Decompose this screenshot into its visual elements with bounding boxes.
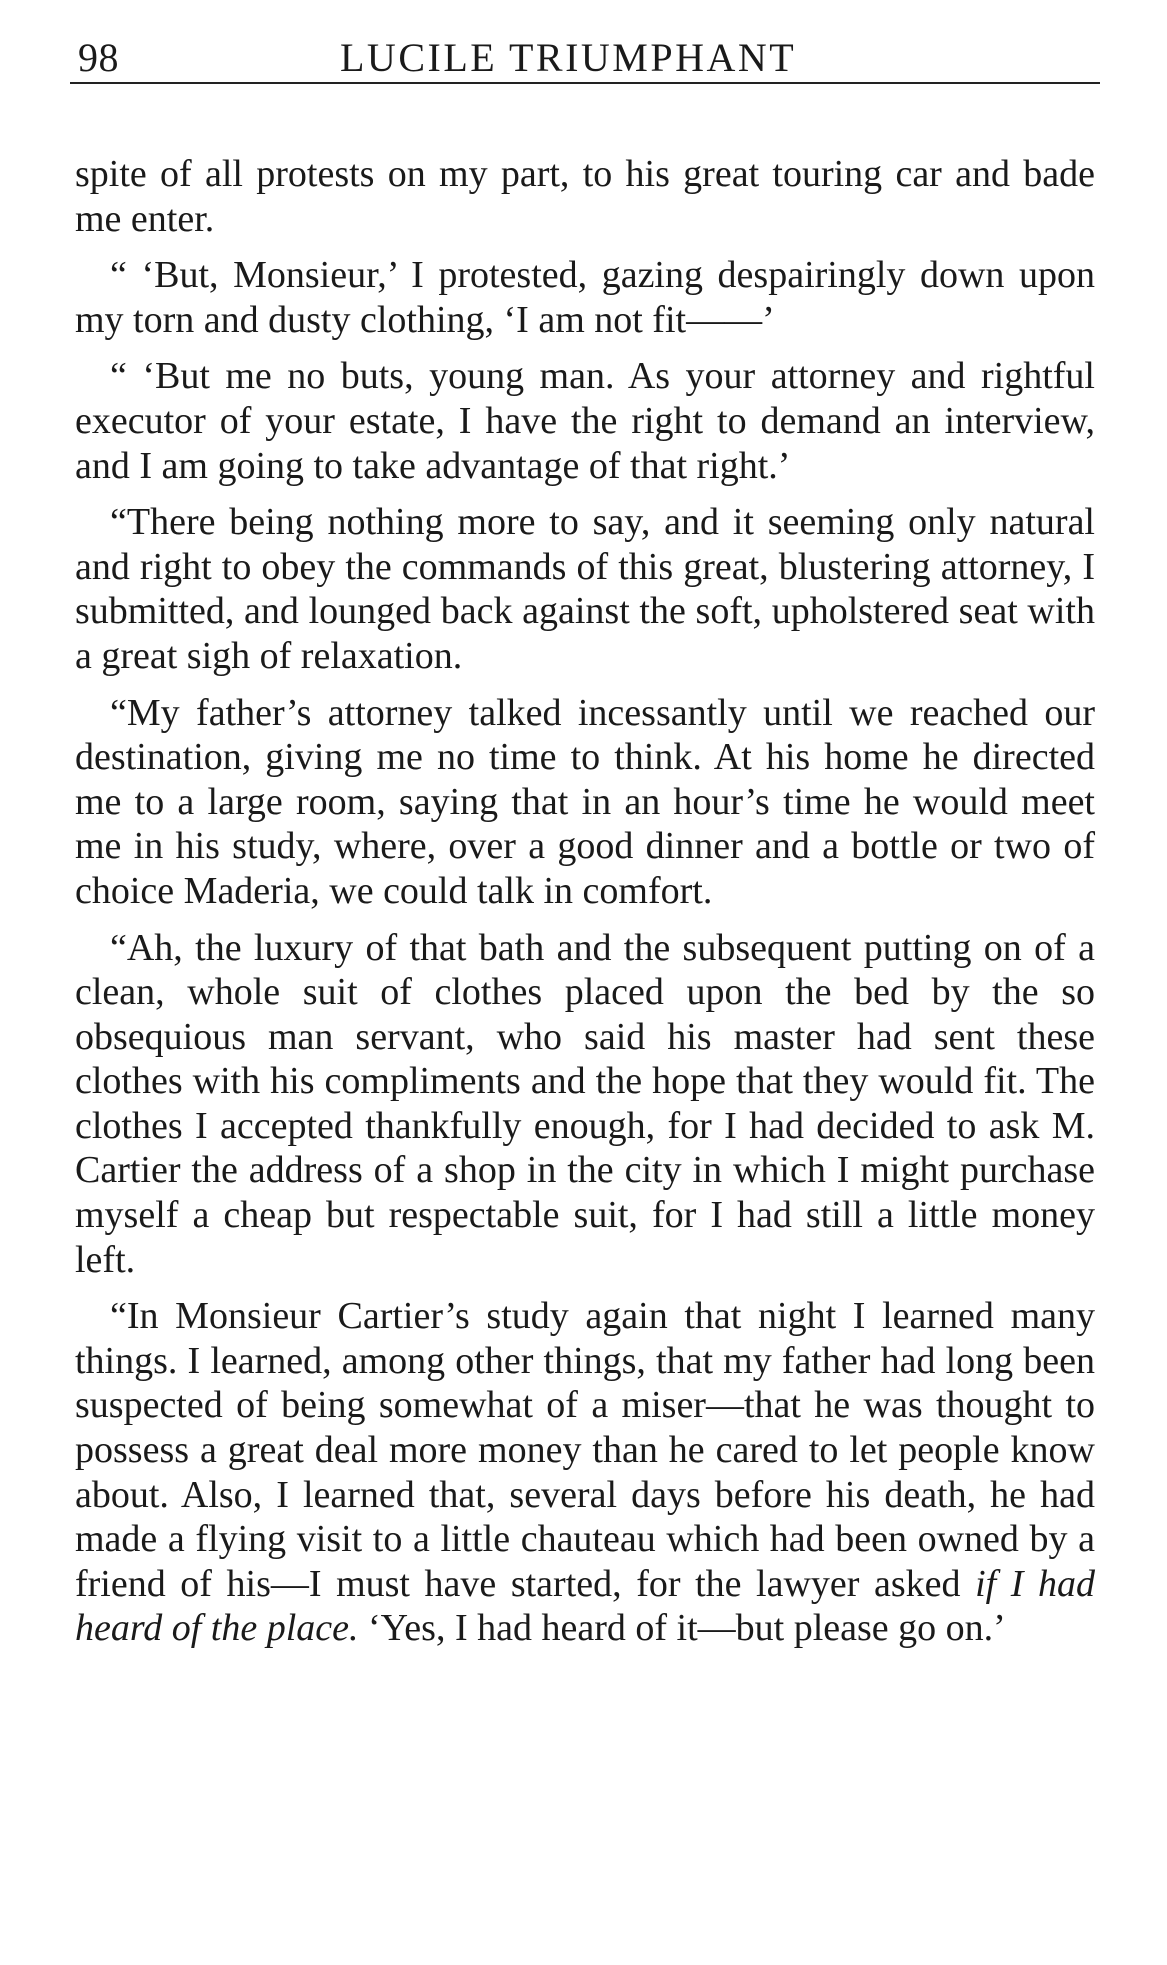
study-text-italic: if I had heard of the place.: [75, 1562, 1095, 1650]
paragraph-submission: “There being nothing more to say, and it seeming only natural and right to obey the commands of this great, blustering attorney, I submitted, and lounged back against the soft, upholstered seat with a great sigh of relaxation.: [75, 501, 1095, 677]
paragraph-arrival: “My father’s attorney talked incessantly until we reached our destination, giving me no time to think. At his home he directed me to a large room, saying that in an hour’s time he would meet me in his study, where, over a good dinner and a bottle or two of choice Maderia, we could talk in comfort.: [75, 691, 1095, 912]
body-text: [75, 152, 1095, 1663]
running-title: LUCILE TRIUMPHANT: [340, 35, 797, 80]
paragraph-bath: “Ah, the luxury of that bath and the subsequent putting on of a clean, whole suit of clothes placed upon the bed by the so obsequious man servant, who said his master had sent these clothes with his compliments and the hope that they would fit. The clothes I accepted thankfully enough, for I had decided to ask M. Cartier the address of a shop in the city in which I might purchase myself a cheap but respectable suit, for I had still a little money left.: [75, 926, 1095, 1281]
page-header: [70, 28, 1100, 84]
paragraph-protest: “ ‘But, Monsieur,’ I protested, gazing despairingly down upon my torn and dusty clothing, ‘I am not fit——’: [75, 254, 1095, 341]
paragraph-continuation: spite of all protests on my part, to his great touring car and bade me enter.: [75, 153, 1095, 240]
paragraph-study: [75, 1294, 1095, 1651]
paragraph-attorney-demand: “ ‘But me no buts, young man. As your attorney and rightful executor of your estate, I have the right to demand an interview, and I am going to take advantage of that right.’: [75, 355, 1095, 487]
study-text-end: ‘Yes, I had heard of it—but please go on.’: [358, 1607, 1006, 1650]
page-number: 98: [78, 35, 119, 80]
study-text-start: “In Monsieur Cartier’s study again that night I learned many things. I learned, among other things, that my father had long been suspected of being somewhat of a miser—that he was thought to possess a great deal more money than he cared to let people know about. Also, I learned that, several days before his death, he had made a flying visit to a little chauteau which had been owned by a friend of his—I must have started, for the lawyer asked: [75, 1295, 1095, 1605]
